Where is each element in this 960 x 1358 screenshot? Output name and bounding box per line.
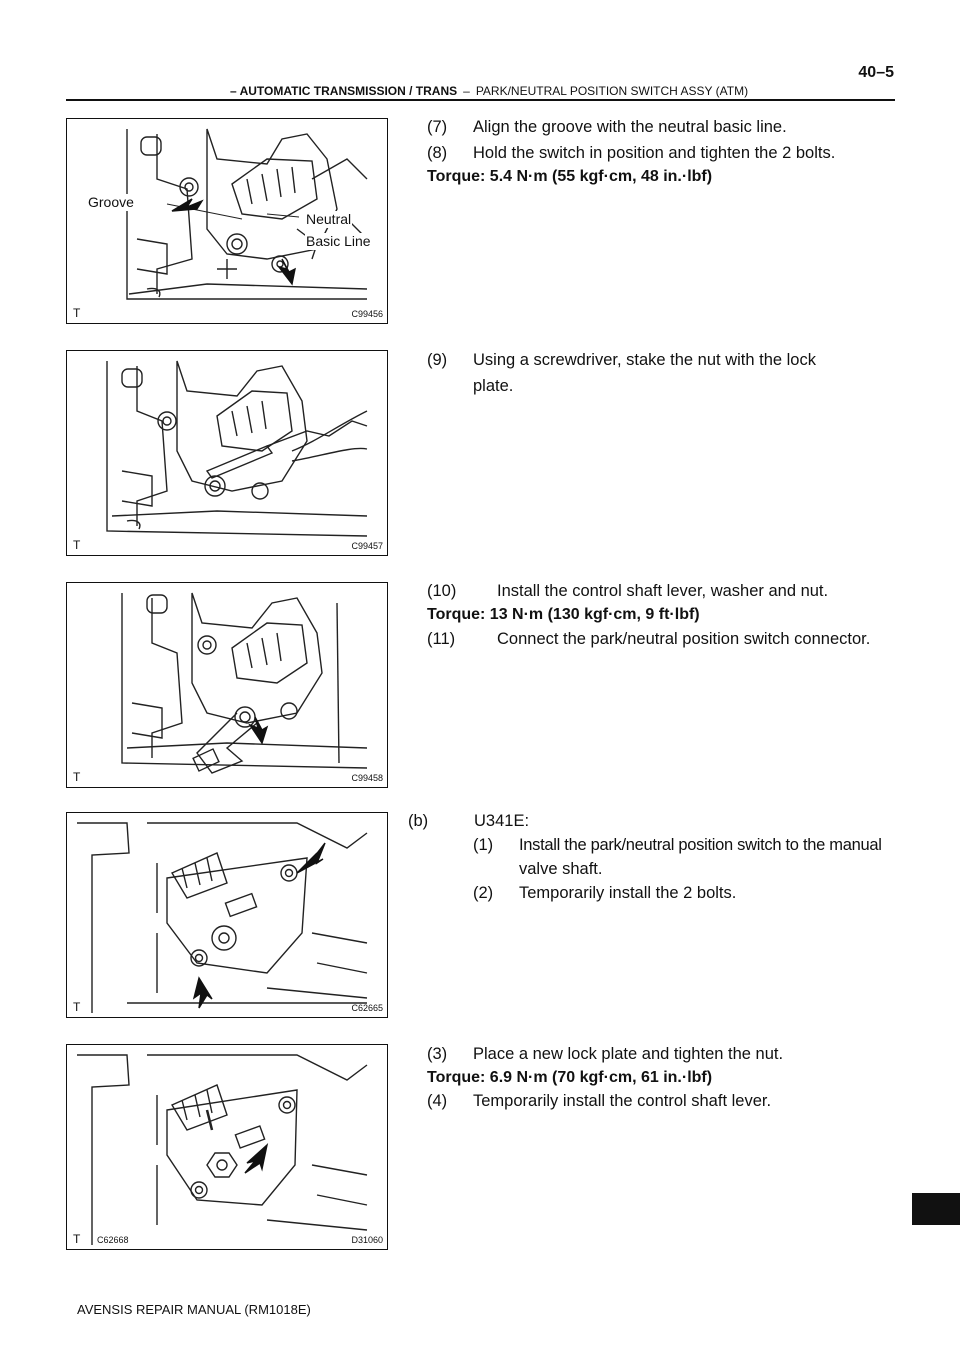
step-text: U341E: [474,812,530,830]
header-section: – AUTOMATIC TRANSMISSION / TRANS [230,84,458,98]
figure-c62665 [66,812,388,1018]
step-text: Align the groove with the neutral basic line. [473,118,787,136]
step-number: (9) [427,351,448,369]
step-text: Temporarily install the control shaft lever. [473,1092,772,1110]
step-9 [427,349,816,372]
step-number: (4) [427,1092,448,1110]
figure-code: C99457 [351,541,383,551]
step-number: (2) [473,884,494,902]
figure-corner-mark: T [73,538,81,552]
step-number: (b) [408,812,429,830]
step-number: (3) [427,1045,448,1063]
step-number: (1) [473,836,494,854]
step-11 [427,628,870,651]
figure-code: C99456 [351,309,383,319]
u341e-switch-illustration [67,813,387,1017]
figure-c99457 [66,350,388,556]
torque-spec-1: Torque: 5.4 N·m (55 kgf·cm, 48 in.·lbf) [427,168,713,185]
step-b2 [473,882,736,905]
step-text: Install the control shaft lever, washer and nut. [497,582,829,600]
header-subsection: PARK/NEUTRAL POSITION SWITCH ASSY (ATM) [475,84,749,98]
callout-basic-line: Basic Line [306,233,371,249]
section-tab-marker [912,1193,960,1225]
step-text: Place a new lock plate and tighten the nut. [473,1045,784,1063]
step-8 [427,142,835,165]
control-lever-illustration [67,583,387,787]
figure-corner-mark: T [73,306,81,320]
header-rule [66,99,895,101]
step-b1-continued: valve shaft. [519,860,603,878]
step-number: (8) [427,144,448,162]
header-separator: – [463,84,470,98]
figure-corner-mark: T [73,1232,81,1246]
step-9-continued: plate. [473,377,514,395]
step-10 [427,580,828,603]
figure-code: C99458 [351,773,383,783]
step-number: (10) [427,582,457,600]
step-number: (11) [427,630,456,648]
figure-code: C62665 [351,1003,383,1013]
step-number: (7) [427,118,448,136]
step-b4 [427,1090,771,1113]
figure-corner-mark: T [73,770,81,784]
page-header [230,84,748,98]
callout-groove: Groove [88,194,134,210]
step-b3 [427,1043,783,1066]
step-text: Using a screwdriver, stake the nut with the lock [473,351,816,369]
step-b1 [473,834,882,857]
step-text: Temporarily install the 2 bolts. [519,884,737,902]
callout-neutral: Neutral [306,211,352,227]
torque-spec-3: Torque: 6.9 N·m (70 kgf·cm, 61 in.·lbf) [427,1069,713,1086]
figure-code: D31060 [351,1235,383,1245]
lock-plate-nut-illustration [67,1045,387,1249]
figure-corner-mark: T [73,1000,81,1014]
torque-spec-2: Torque: 13 N·m (130 kgf·cm, 9 ft·lbf) [427,606,700,623]
figure-c99456 [66,118,388,324]
step-7 [427,116,787,139]
step-text: Install the park/neutral position switch to the manual [519,836,882,854]
page-footer: AVENSIS REPAIR MANUAL (RM1018E) [77,1302,311,1317]
page-number: 40–5 [858,64,894,81]
figure-c99458 [66,582,388,788]
staking-nut-illustration [67,351,387,555]
figure-d31060 [66,1044,388,1250]
step-text: Hold the switch in position and tighten the 2 bolts. [473,144,836,162]
step-text: Connect the park/neutral position switch connector. [497,630,871,648]
step-b [408,810,529,833]
figure-code-secondary: C62668 [97,1235,129,1245]
